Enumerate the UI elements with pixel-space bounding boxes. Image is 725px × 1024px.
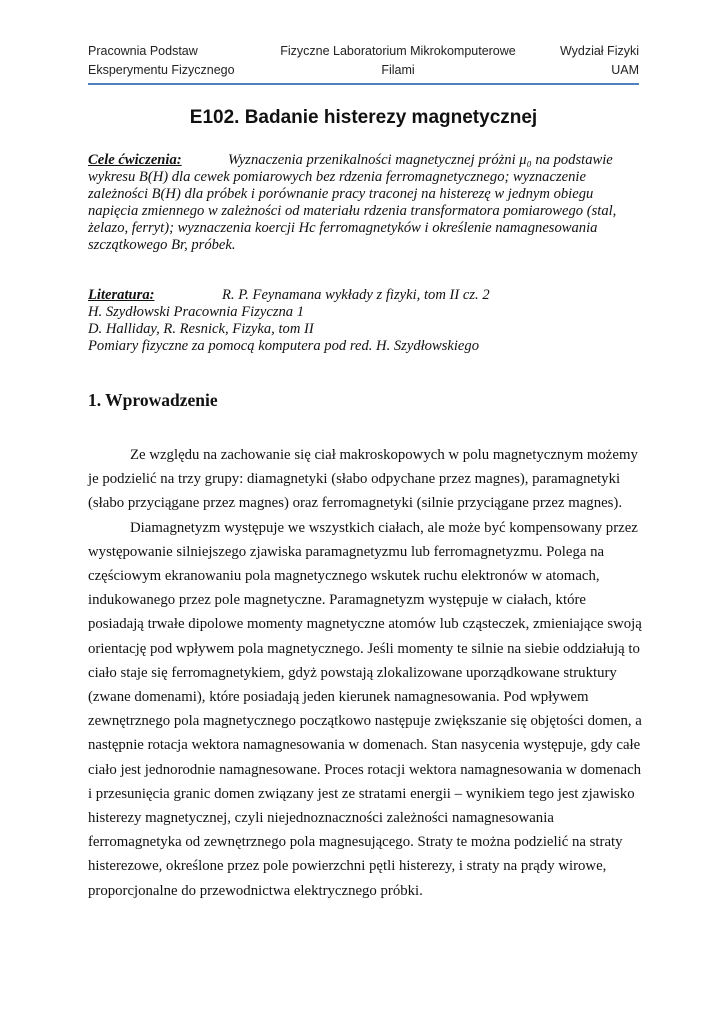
text-line: ciało staje się ferromagnetykiem, gdyż powstają zlokalizowane uporządkowane struktury [88,664,617,681]
header-right-line: UAM [611,63,639,77]
literature-item: H. Szydłowski Pracownia Fizyczna 1 [88,304,305,320]
text-line: proporcjonalne do przewodnictwa elektrycznego próbki. [88,882,423,899]
header-right-line: Wydział Fizyki [559,44,639,58]
body-text [88,443,642,903]
header-divider [88,83,639,85]
header-left-line: Eksperymentu Fizycznego [88,63,235,77]
goals-line: wykresu B(H) dla cewek pomiarowych bez rdzenia ferromagnetycznego; wyznaczenie [88,169,586,185]
text-line: indukowanego przez pole magnetyczne. Paramagnetyzm występuje w ciałach, które [88,592,586,609]
header-center [248,42,548,80]
text-line: posiadają trwałe dipolowe momenty magnetyczne atomów lub cząsteczek, zmieniające swoją [88,616,642,633]
text-line: (słabo przyciągane przez magnes) oraz ferromagnetyki (silnie przyciągane przez magnes). [88,495,623,512]
goals-label: Cele ćwiczenia: [88,152,182,168]
goals-line [88,152,639,169]
literature-item: R. P. Feynamana wykłady z fizyki, tom II cz. 2 [222,287,490,303]
text-line: ferromagnetyka od zewnętrznego pola magnesującego. Straty te można podzielić na straty [88,834,623,851]
goals-section [88,152,639,254]
header-right [560,42,639,80]
goals-line: szczątkowego Br, próbek. [88,237,236,253]
header-center-line: Fizyczne Laboratorium Mikrokomputerowe [280,44,516,58]
header-left [88,42,235,80]
literature-label: Literatura: [88,287,155,303]
text-line: (zwane domenami), które posiadają jeden kierunek namagnesowania. Pod wpływem [88,689,589,706]
goals-text: Wyznaczenia przenikalności magnetycznej próżni μ₀ na podstawie [228,152,613,168]
text-line: Diamagnetyzm występuje we wszystkich ciałach, ale może być kompensowany przez [130,519,638,536]
literature-section [88,287,639,355]
text-line: i przesunięcia granic domen związany jest ze stratami energii – wynikiem tego jest zjawisko [88,785,635,802]
paragraph [88,443,639,516]
text-line: zewnętrznego pola magnetycznego początkowo następuje zwiększanie się objętości domen, a [88,713,642,730]
page-header [88,42,639,84]
text-line: Ze względu na zachowanie się ciał makroskopowych w polu magnetycznym możemy [130,447,638,463]
goals-line: żelazo, ferryt); wyznaczenia koercji Hc ferromagnetyków i określenie namagnesowania [88,220,598,236]
text-line: histerezowe, określone przez pole powierzchni pętli histerezy, i straty na prądy wirowe, [88,858,607,875]
document-title: E102. Badanie histerezy magnetycznej [189,107,538,128]
goals-line: napięcia zmiennego w zależności od materiału rdzenia transformatora pomiarowego (stal, [88,203,617,219]
text-line: orientację pod wpływem pola magnetycznego. Jeśli momenty te silnie na siebie oddziałują to [88,640,640,657]
text-line: ciało jest jednorodnie namagnesowane. Proces rotacji wektora namagnesowania w domenach [88,761,642,778]
paragraph [88,516,642,903]
header-center-line: Filami [381,63,415,77]
goals-line: zależności B(H) dla próbek i porównanie pracy traconej na histerezę w jednym obiegu [88,186,594,202]
text-line: je podzielić na trzy grupy: diamagnetyki (słabo odpychane przez magnes), paramagnetyki [88,471,621,488]
section-heading: 1. Wprowadzenie [88,390,218,410]
text-line: występowanie silniejszego zjawiska paramagnetyzmu lub ferromagnetyzmu. Polega na [88,543,605,560]
literature-item: D. Halliday, R. Resnick, Fizyka, tom II [88,321,314,337]
literature-line [88,287,639,304]
text-line: następnie rotacja wektora namagnesowania w domenach. Stan nasycenia występuje, gdy całe [88,737,641,754]
literature-item: Pomiary fizyczne za pomocą komputera pod red. H. Szydłowskiego [88,338,479,354]
text-line: częściowym ekranowaniu pola magnetycznego wskutek ruchu elektronów w atomach, [88,568,600,585]
header-left-line: Pracownia Podstaw [88,44,198,58]
text-line: histerezy magnetycznej, czyli niejednoznaczności zależności namagnesowania [88,810,554,827]
